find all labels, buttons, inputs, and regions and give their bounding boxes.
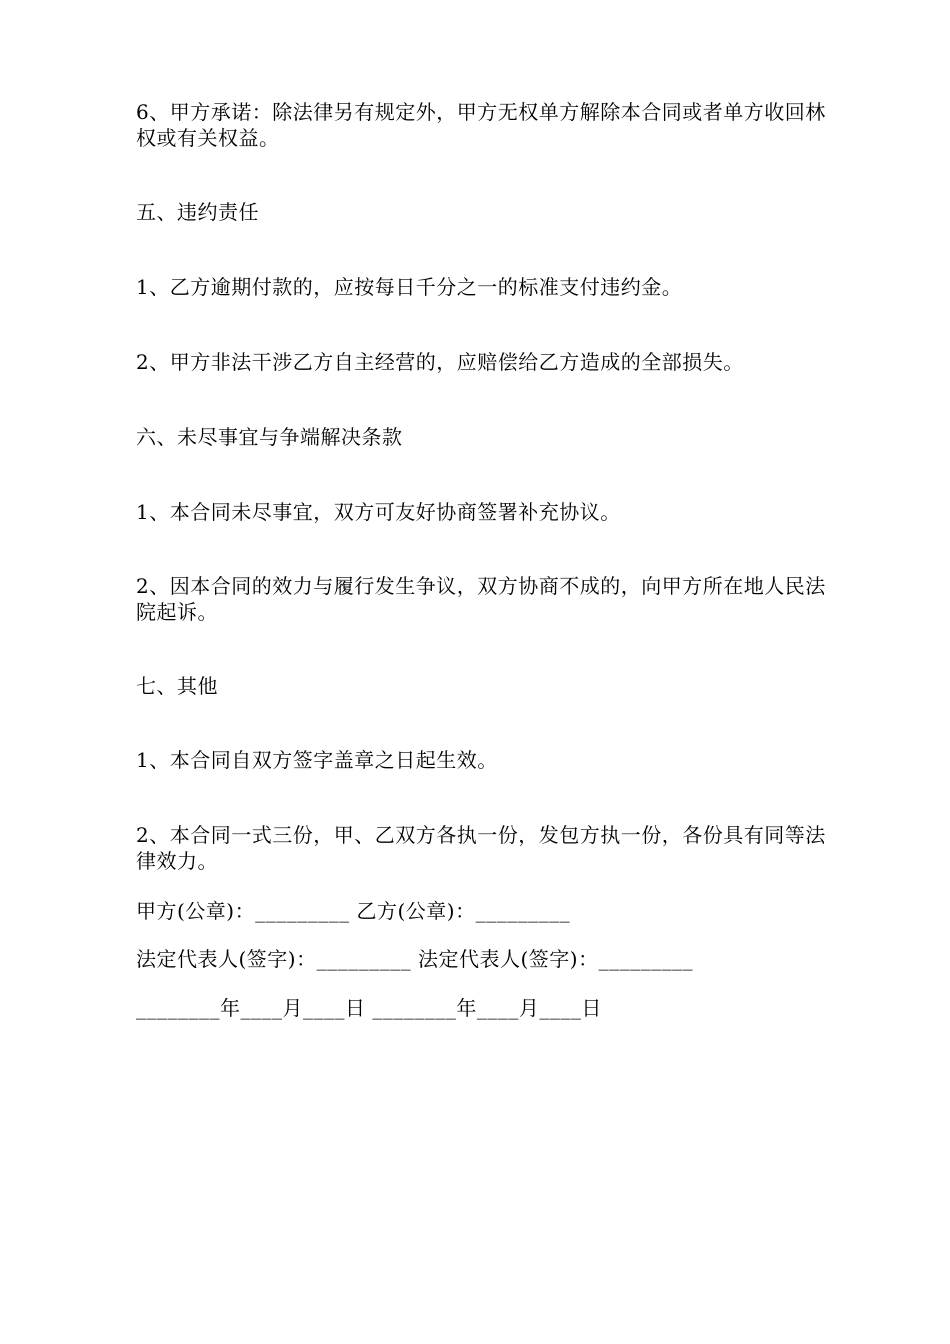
clause-7-1: 1、本合同自双方签字盖章之日起生效。 xyxy=(136,748,498,772)
clause-6-2: 2、因本合同的效力与履行发生争议，双方协商不成的，向甲方所在地人民法院起诉。 xyxy=(136,574,826,624)
section-6-title: 六、未尽事宜与争端解决条款 xyxy=(136,425,403,449)
clause-5-2: 2、甲方非法干涉乙方自主经营的，应赔偿给乙方造成的全部损失。 xyxy=(136,350,744,374)
representative-signature-line: 法定代表人(签字)：_________ 法定代表人(签字)：_________ xyxy=(136,947,694,971)
seal-signature-line: 甲方(公章)：_________ 乙方(公章)：_________ xyxy=(136,899,571,923)
date-signature-line: ________年____月____日 ________年____月____日 xyxy=(136,996,602,1020)
section-7-title: 七、其他 xyxy=(136,674,218,698)
clause-6-1: 1、本合同未尽事宜，双方可友好协商签署补充协议。 xyxy=(136,500,621,524)
clause-4-6: 6、甲方承诺：除法律另有规定外，甲方无权单方解除本合同或者单方收回林权或有关权益。 xyxy=(136,100,826,150)
clause-7-2: 2、本合同一式三份，甲、乙双方各执一份，发包方执一份，各份具有同等法律效力。 xyxy=(136,823,826,873)
section-5-title: 五、违约责任 xyxy=(136,200,259,224)
clause-5-1: 1、乙方逾期付款的，应按每日千分之一的标准支付违约金。 xyxy=(136,275,683,299)
